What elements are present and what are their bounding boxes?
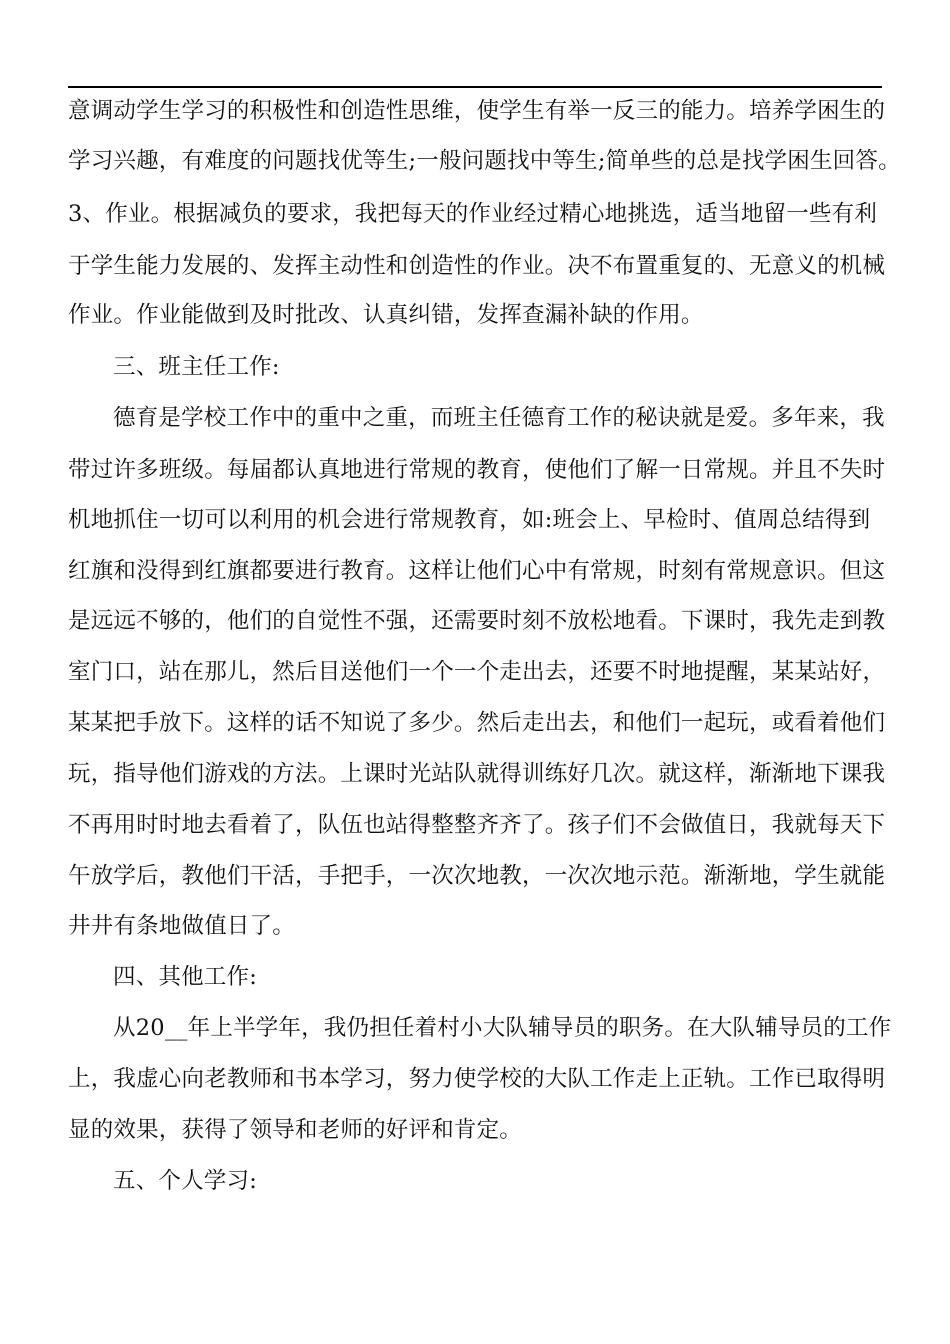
section-heading: 五、个人学习: bbox=[113, 1168, 257, 1194]
text-line: 3、作业。根据减负的要求，我把每天的作业经过精心地挑选，适当地留一些有利 bbox=[68, 201, 878, 227]
text-line: 玩，指导他们游戏的方法。上课时光站队就得训练好几次。就这样，渐渐地下课我 bbox=[68, 761, 886, 787]
text-line: 午放学后，教他们干活，手把手，一次次地教，一次次地示范。渐渐地，学生就能 bbox=[68, 863, 886, 889]
text-line: 意调动学生学习的积极性和创造性思维，使学生有举一反三的能力。培养学困生的 bbox=[68, 98, 886, 124]
text-line: 显的效果，获得了领导和老师的好评和肯定。 bbox=[68, 1117, 523, 1143]
text-line: 红旗和没得到红旗都要进行教育。这样让他们心中有常规，时刻有常规意识。但这 bbox=[68, 558, 886, 584]
paragraph-first-line: 德育是学校工作中的重中之重，而班主任德育工作的秘诀就是爱。多年来，我 bbox=[113, 405, 885, 431]
text-line: 机地抓住一切可以利用的机会进行常规教育，如:班会上、早检时、值周总结得到 bbox=[68, 507, 871, 533]
section-heading: 四、其他工作: bbox=[113, 964, 257, 990]
text-line: 上，我虚心向老教师和书本学习，努力使学校的大队工作走上正轨。工作已取得明 bbox=[68, 1066, 886, 1092]
text-line: 井井有条地做值日了。 bbox=[68, 913, 296, 939]
text-line: 是远远不够的，他们的自觉性不强，还需要时刻不放松地看。下课时，我先走到教 bbox=[68, 608, 886, 634]
text-line: 学习兴趣，有难度的问题找优等生;一般问题找中等生;简单些的总是找学困生回答。 bbox=[68, 148, 901, 174]
text-line: 室门口，站在那儿，然后目送他们一个一个走出去，还要不时地提醒，某某站好， bbox=[68, 659, 886, 685]
section-heading: 三、班主任工作: bbox=[113, 354, 280, 380]
text-line: 不再用时时地去看着了，队伍也站得整整齐齐了。孩子们不会做值日，我就每天下 bbox=[68, 812, 886, 838]
text-line: 于学生能力发展的、发挥主动性和创造性的作业。决不布置重复的、无意义的机械 bbox=[68, 253, 886, 279]
header-rule bbox=[68, 86, 882, 88]
text-line: 作业。作业能做到及时批改、认真纠错，发挥查漏补缺的作用。 bbox=[68, 302, 704, 328]
text-line: 带过许多班级。每届都认真地进行常规的教育，使他们了解一日常规。并且不失时 bbox=[68, 457, 886, 483]
text-line: 某某把手放下。这样的话不知说了多少。然后走出去，和他们一起玩，或看着他们 bbox=[68, 710, 886, 736]
paragraph-first-line: 从20__年上半学年，我仍担任着村小大队辅导员的职务。在大队辅导员的工作 bbox=[113, 1015, 892, 1041]
